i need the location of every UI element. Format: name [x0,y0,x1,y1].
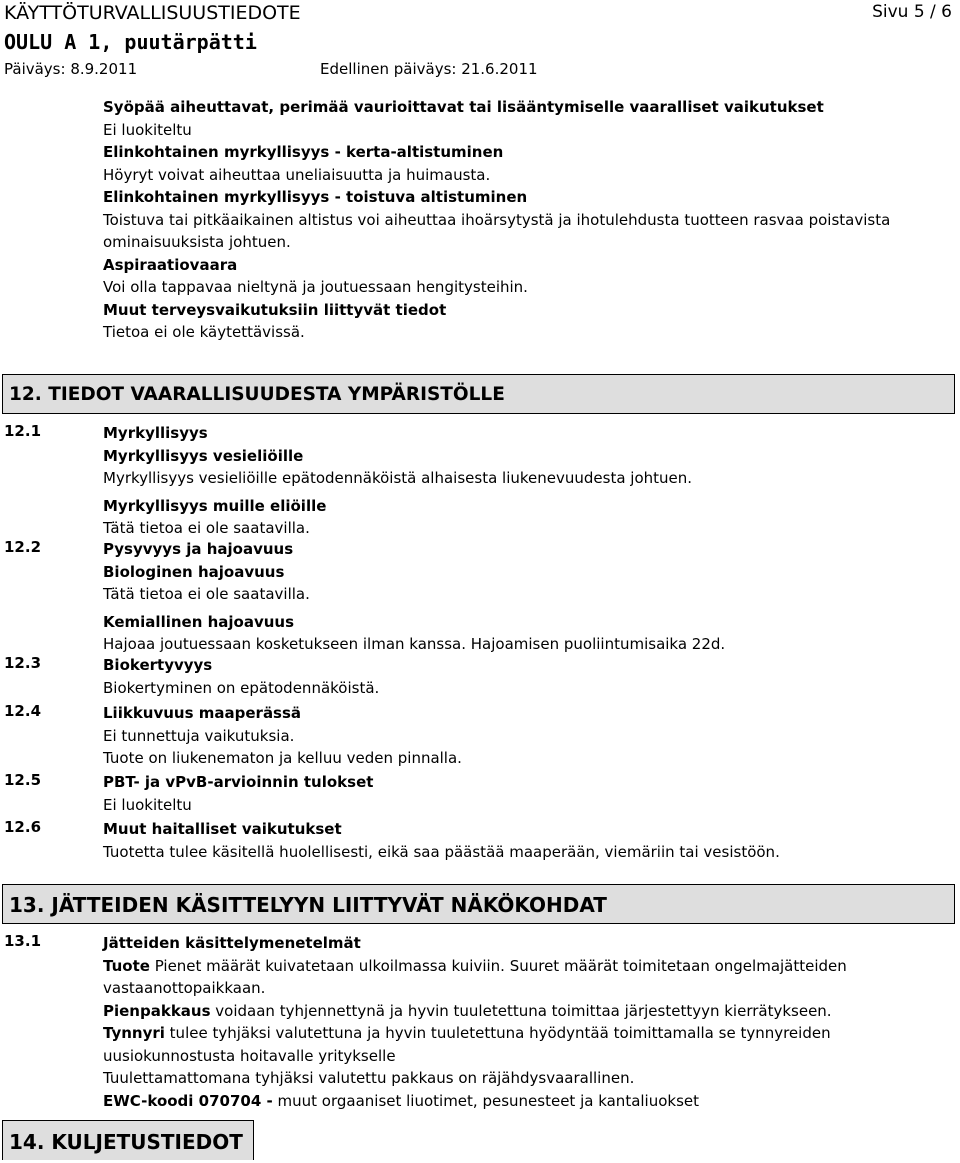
chemical-degradability-text: Hajoaa joutuessaan kosketukseen ilman kanssa. Hajoamisen puoliintumisaika 22d. [103,635,726,653]
soil-mobility-text-2: Tuote on liukenematon ja kelluu veden pinnalla. [103,749,462,767]
section-13-title: 13. JÄTTEIDEN KÄSITTELYYN LIITTYVÄT NÄKÖKOHDAT [2,884,955,924]
single-exposure-text: Höyryt voivat aiheuttaa uneliaisuutta ja huimausta. [103,165,491,184]
page-number: Sivu 5 / 6 [872,2,952,22]
other-effects-heading: Muut haitalliset vaikutukset [103,820,342,838]
subsection-number: 12.5 [4,771,42,789]
other-health-heading: Muut terveysvaikutuksiin liittyvät tiedot [103,300,447,319]
product-label: Tuote [103,956,150,975]
subsection-number: 12.1 [4,422,42,440]
biodegradability-heading: Biologinen hajoavuus [103,562,285,581]
toxicity-heading: Myrkyllisyys [103,424,208,442]
date: Päiväys: 8.9.2011 [4,60,138,78]
previous-date: Edellinen päiväys: 21.6.2011 [320,60,538,78]
aquatic-toxicity-text: Myrkyllisyys vesieliöille epätodennäköistä alhaisesta liukenevuudesta johtuen. [103,469,693,487]
unventilated-package-text: Tuulettamattomana tyhjäksi valutettu pakkaus on räjähdysvaarallinen. [103,1069,635,1087]
barrel-paragraph [103,1022,933,1067]
section-11-continued [103,96,943,344]
small-package-paragraph [103,1000,933,1023]
aquatic-toxicity-heading: Myrkyllisyys vesieliöille [103,446,304,465]
ewc-label: EWC-koodi 070704 - [103,1091,273,1110]
aspiration-text: Voi olla tappavaa nieltynä ja joutuessaan hengitysteihin. [103,278,528,296]
waste-methods-heading: Jätteiden käsittelymenetelmät [103,934,361,952]
chemical-degradability-heading: Kemiallinen hajoavuus [103,612,295,631]
repeated-exposure-heading: Elinkohtainen myrkyllisyys - toistuva altistuminen [103,188,528,206]
bioaccumulation-text: Biokertyminen on epätodennäköistä. [103,678,380,697]
subsection-number: 12.4 [4,702,42,720]
other-organisms-text: Tätä tietoa ei ole saatavilla. [103,519,310,537]
other-health-text: Tietoa ei ole käytettävissä. [103,323,305,341]
date-row [4,60,952,78]
barrel-text: tulee tyhjäksi valutettuna ja hyvin tuuletettuna hyödyntää toimittamalla se tynnyreiden uusiokunnostusta hoitavalle yritykselle [103,1024,831,1065]
persistence-heading: Pysyvyys ja hajoavuus [103,540,294,558]
repeated-exposure-text: Toistuva tai pitkäaikainen altistus voi aiheuttaa ihoärsytystä ja ihotulehdusta tuotteen rasvaa poistavista ominaisuuksista johtuen. [103,210,891,251]
small-package-text: voidaan tyhjennettynä ja hyvin tuuletettuna toimittaa järjestettyyn kierrätykseen. [210,1001,832,1020]
section-12-title: 12. TIEDOT VAARALLISUUDESTA YMPÄRISTÖLLE [2,374,955,414]
ewc-paragraph [103,1090,933,1113]
soil-mobility-text-1: Ei tunnettuja vaikutuksia. [103,726,295,745]
aspiration-heading: Aspiraatiovaara [103,255,238,274]
pbt-text: Ei luokiteltu [103,795,192,814]
soil-mobility-heading: Liikkuvuus maaperässä [103,704,302,722]
product-disposal-paragraph [103,955,933,1000]
carcinogenicity-heading: Syöpää aiheuttavat, perimää vaurioittavat tai lisääntymiselle vaaralliset vaikutukset [103,98,824,116]
subsection-number: 12.3 [4,654,42,672]
ewc-text: muut orgaaniset liuotimet, pesunesteet ja kantaliuokset [272,1091,700,1110]
carcinogenicity-text: Ei luokiteltu [103,120,192,139]
document-title: KÄYTTÖTURVALLISUUSTIEDOTE [4,2,301,24]
single-exposure-heading: Elinkohtainen myrkyllisyys - kerta-altistuminen [103,143,504,161]
biodegradability-text: Tätä tietoa ei ole saatavilla. [103,585,310,603]
other-effects-text: Tuotetta tulee käsitellä huolellisesti, eikä saa päästää maaperään, viemäriin tai vesistöön. [103,842,780,861]
other-organisms-heading: Myrkyllisyys muille eliöille [103,496,327,515]
subsection-number: 13.1 [4,932,42,950]
product-disposal-text: Pienet määrät kuivatetaan ulkoilmassa kuiviin. Suuret määrät toimitetaan ongelmajätteiden vastaanottopaikkaan. [103,956,847,997]
subsection-number: 12.6 [4,818,42,836]
small-package-label: Pienpakkaus [103,1001,211,1020]
product-name: OULU A 1, puutärpätti [4,30,257,54]
subsection-number: 12.2 [4,538,42,556]
pbt-heading: PBT- ja vPvB-arvioinnin tulokset [103,773,374,791]
bioaccumulation-heading: Biokertyvyys [103,656,213,674]
section-14-title: 14. KULJETUSTIEDOT [2,1120,254,1160]
barrel-label: Tynnyri [103,1024,165,1042]
document-header-title-row [4,2,952,24]
